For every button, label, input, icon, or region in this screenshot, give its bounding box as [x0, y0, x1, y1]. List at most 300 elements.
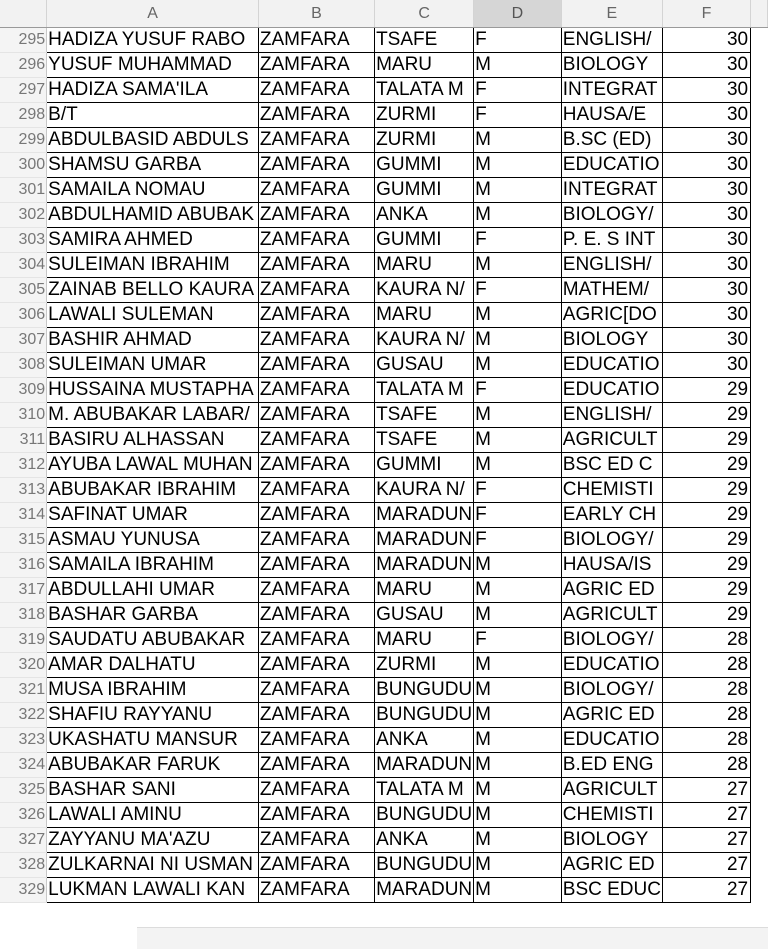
- cell-gender[interactable]: F: [474, 378, 562, 403]
- cell-score[interactable]: 28: [662, 703, 750, 728]
- cell-state[interactable]: ZAMFARA: [258, 403, 374, 428]
- cell-gender[interactable]: F: [474, 228, 562, 253]
- cell-state[interactable]: ZAMFARA: [258, 603, 374, 628]
- cell-state[interactable]: ZAMFARA: [258, 878, 374, 903]
- cell-empty[interactable]: [751, 153, 768, 178]
- row-number[interactable]: 320: [0, 653, 47, 678]
- cell-gender[interactable]: F: [474, 503, 562, 528]
- cell-score[interactable]: 28: [662, 678, 750, 703]
- cell-state[interactable]: ZAMFARA: [258, 278, 374, 303]
- cell-state[interactable]: ZAMFARA: [258, 503, 374, 528]
- cell-name[interactable]: HADIZA SAMA'ILA: [47, 78, 259, 103]
- cell-course[interactable]: EDUCATIO: [561, 353, 662, 378]
- row-number[interactable]: 317: [0, 578, 47, 603]
- row-number[interactable]: 308: [0, 353, 47, 378]
- cell-score[interactable]: 27: [662, 878, 750, 903]
- cell-course[interactable]: B.SC (ED): [561, 128, 662, 153]
- cell-lga[interactable]: MARADUN: [375, 553, 474, 578]
- cell-empty[interactable]: [751, 428, 768, 453]
- cell-lga[interactable]: MARU: [375, 628, 474, 653]
- cell-state[interactable]: ZAMFARA: [258, 303, 374, 328]
- cell-course[interactable]: EDUCATIO: [561, 728, 662, 753]
- cell-name[interactable]: HADIZA YUSUF RABO: [47, 28, 259, 53]
- row-number[interactable]: 311: [0, 428, 47, 453]
- cell-gender[interactable]: F: [474, 78, 562, 103]
- cell-empty[interactable]: [751, 328, 768, 353]
- cell-course[interactable]: AGRIC ED: [561, 853, 662, 878]
- table-row: [0, 28, 768, 53]
- cell-gender[interactable]: M: [474, 753, 562, 778]
- column-header-a[interactable]: A: [47, 0, 259, 28]
- cell-empty[interactable]: [751, 803, 768, 828]
- cell-state[interactable]: ZAMFARA: [258, 528, 374, 553]
- horizontal-scrollbar[interactable]: [137, 927, 768, 949]
- cell-empty[interactable]: [751, 28, 768, 53]
- cell-course[interactable]: CHEMISTI: [561, 803, 662, 828]
- cell-course[interactable]: ENGLISH/: [561, 28, 662, 53]
- cell-lga[interactable]: MARADUN: [375, 503, 474, 528]
- cell-gender[interactable]: M: [474, 428, 562, 453]
- cell-state[interactable]: ZAMFARA: [258, 78, 374, 103]
- cell-course[interactable]: AGRIC ED: [561, 703, 662, 728]
- cell-empty[interactable]: [751, 203, 768, 228]
- row-number[interactable]: 307: [0, 328, 47, 353]
- cell-empty[interactable]: [751, 403, 768, 428]
- cell-empty[interactable]: [751, 228, 768, 253]
- cell-name[interactable]: ABDULLAHI UMAR: [47, 578, 259, 603]
- cell-empty[interactable]: [751, 853, 768, 878]
- table-row: [0, 503, 768, 528]
- row-number[interactable]: 314: [0, 503, 47, 528]
- cell-name[interactable]: LAWALI AMINU: [47, 803, 259, 828]
- cell-course[interactable]: BIOLOGY/: [561, 203, 662, 228]
- cell-course[interactable]: AGRICULT: [561, 778, 662, 803]
- cell-gender[interactable]: M: [474, 253, 562, 278]
- cell-state[interactable]: ZAMFARA: [258, 828, 374, 853]
- cell-lga[interactable]: TALATA M: [375, 378, 474, 403]
- cell-name[interactable]: MUSA IBRAHIM: [47, 678, 259, 703]
- cell-gender[interactable]: M: [474, 578, 562, 603]
- cell-name[interactable]: YUSUF MUHAMMAD: [47, 53, 259, 78]
- cell-gender[interactable]: M: [474, 153, 562, 178]
- row-number[interactable]: 328: [0, 853, 47, 878]
- cell-empty[interactable]: [751, 253, 768, 278]
- cell-gender[interactable]: M: [474, 303, 562, 328]
- cell-name[interactable]: SAMAILA IBRAHIM: [47, 553, 259, 578]
- cell-lga[interactable]: GUMMI: [375, 228, 474, 253]
- cell-course[interactable]: ENGLISH/: [561, 253, 662, 278]
- cell-score[interactable]: 27: [662, 828, 750, 853]
- cell-lga[interactable]: TSAFE: [375, 28, 474, 53]
- table-row: [0, 328, 768, 353]
- cell-lga[interactable]: BUNGUDU: [375, 703, 474, 728]
- row-number[interactable]: 329: [0, 878, 47, 903]
- cell-course[interactable]: EARLY CH: [561, 503, 662, 528]
- cell-state[interactable]: ZAMFARA: [258, 753, 374, 778]
- cell-score[interactable]: 29: [662, 453, 750, 478]
- cell-course[interactable]: AGRIC[DO: [561, 303, 662, 328]
- cell-score[interactable]: 29: [662, 553, 750, 578]
- cell-gender[interactable]: M: [474, 553, 562, 578]
- cell-empty[interactable]: [751, 678, 768, 703]
- cell-course[interactable]: BIOLOGY: [561, 53, 662, 78]
- column-header-d[interactable]: D: [474, 0, 562, 28]
- row-number[interactable]: 326: [0, 803, 47, 828]
- cell-score[interactable]: 29: [662, 478, 750, 503]
- cell-state[interactable]: ZAMFARA: [258, 253, 374, 278]
- row-number[interactable]: 321: [0, 678, 47, 703]
- cell-score[interactable]: 30: [662, 103, 750, 128]
- cell-name[interactable]: SAFINAT UMAR: [47, 503, 259, 528]
- cell-course[interactable]: EDUCATIO: [561, 653, 662, 678]
- table-row: [0, 553, 768, 578]
- row-number[interactable]: 295: [0, 28, 47, 53]
- cell-name[interactable]: ZAINAB BELLO KAURA: [47, 278, 259, 303]
- cell-state[interactable]: ZAMFARA: [258, 378, 374, 403]
- cell-course[interactable]: CHEMISTI: [561, 478, 662, 503]
- column-header-g-partial[interactable]: [751, 0, 768, 28]
- select-all-corner[interactable]: [0, 0, 47, 28]
- cell-empty[interactable]: [751, 653, 768, 678]
- cell-name[interactable]: SHAFIU RAYYANU: [47, 703, 259, 728]
- cell-course[interactable]: B.ED ENG: [561, 753, 662, 778]
- cell-empty[interactable]: [751, 578, 768, 603]
- cell-state[interactable]: ZAMFARA: [258, 178, 374, 203]
- cell-course[interactable]: AGRIC ED: [561, 578, 662, 603]
- row-number[interactable]: 327: [0, 828, 47, 853]
- cell-course[interactable]: INTEGRAT: [561, 78, 662, 103]
- column-header-b[interactable]: B: [258, 0, 374, 28]
- cell-name[interactable]: ZAYYANU MA'AZU: [47, 828, 259, 853]
- row-number[interactable]: 304: [0, 253, 47, 278]
- cell-gender[interactable]: M: [474, 403, 562, 428]
- cell-lga[interactable]: MARADUN: [375, 753, 474, 778]
- column-header-f[interactable]: F: [662, 0, 750, 28]
- cell-score[interactable]: 28: [662, 628, 750, 653]
- cell-name[interactable]: ABUBAKAR IBRAHIM: [47, 478, 259, 503]
- row-number[interactable]: 306: [0, 303, 47, 328]
- cell-lga[interactable]: MARADUN: [375, 878, 474, 903]
- cell-course[interactable]: BIOLOGY: [561, 328, 662, 353]
- cell-course[interactable]: BIOLOGY/: [561, 528, 662, 553]
- cell-score[interactable]: 30: [662, 153, 750, 178]
- cell-score[interactable]: 28: [662, 653, 750, 678]
- cell-course[interactable]: AGRICULT: [561, 603, 662, 628]
- cell-course[interactable]: BIOLOGY/: [561, 628, 662, 653]
- cell-lga[interactable]: TSAFE: [375, 428, 474, 453]
- cell-state[interactable]: ZAMFARA: [258, 703, 374, 728]
- cell-empty[interactable]: [751, 753, 768, 778]
- table-row: [0, 778, 768, 803]
- cell-course[interactable]: ENGLISH/: [561, 403, 662, 428]
- cell-course[interactable]: BSC EDUC: [561, 878, 662, 903]
- cell-score[interactable]: 27: [662, 803, 750, 828]
- row-number[interactable]: 297: [0, 78, 47, 103]
- cell-score[interactable]: 30: [662, 178, 750, 203]
- cell-gender[interactable]: F: [474, 528, 562, 553]
- row-number[interactable]: 301: [0, 178, 47, 203]
- cell-name[interactable]: AMAR DALHATU: [47, 653, 259, 678]
- cell-gender[interactable]: M: [474, 728, 562, 753]
- cell-lga[interactable]: MARU: [375, 578, 474, 603]
- cell-state[interactable]: ZAMFARA: [258, 153, 374, 178]
- cell-state[interactable]: ZAMFARA: [258, 103, 374, 128]
- cell-state[interactable]: ZAMFARA: [258, 353, 374, 378]
- cell-course[interactable]: EDUCATIO: [561, 153, 662, 178]
- cell-name[interactable]: LUKMAN LAWALI KAN: [47, 878, 259, 903]
- cell-name[interactable]: ASMAU YUNUSA: [47, 528, 259, 553]
- table-row: [0, 128, 768, 153]
- cell-name[interactable]: SHAMSU GARBA: [47, 153, 259, 178]
- row-number[interactable]: 299: [0, 128, 47, 153]
- cell-empty[interactable]: [751, 503, 768, 528]
- cell-score[interactable]: 30: [662, 328, 750, 353]
- table-row: [0, 828, 768, 853]
- cell-state[interactable]: ZAMFARA: [258, 803, 374, 828]
- cell-name[interactable]: UKASHATU MANSUR: [47, 728, 259, 753]
- row-number[interactable]: 324: [0, 753, 47, 778]
- column-header-c[interactable]: C: [375, 0, 474, 28]
- table-row: [0, 353, 768, 378]
- cell-gender[interactable]: M: [474, 453, 562, 478]
- cell-course[interactable]: BIOLOGY/: [561, 678, 662, 703]
- column-header-e[interactable]: E: [561, 0, 662, 28]
- cell-gender[interactable]: M: [474, 803, 562, 828]
- cell-lga[interactable]: ANKA: [375, 728, 474, 753]
- cell-course[interactable]: BIOLOGY: [561, 828, 662, 853]
- cell-name[interactable]: M. ABUBAKAR LABAR/: [47, 403, 259, 428]
- cell-name[interactable]: AYUBA LAWAL MUHAN: [47, 453, 259, 478]
- cell-score[interactable]: 30: [662, 228, 750, 253]
- cell-course[interactable]: BSC ED C: [561, 453, 662, 478]
- cell-state[interactable]: ZAMFARA: [258, 228, 374, 253]
- cell-name[interactable]: B/T: [47, 103, 259, 128]
- table-row: [0, 403, 768, 428]
- cell-empty[interactable]: [751, 553, 768, 578]
- row-number[interactable]: 318: [0, 603, 47, 628]
- row-number[interactable]: 300: [0, 153, 47, 178]
- cell-course[interactable]: HAUSA/E: [561, 103, 662, 128]
- cell-gender[interactable]: M: [474, 353, 562, 378]
- cell-gender[interactable]: M: [474, 853, 562, 878]
- row-number[interactable]: 310: [0, 403, 47, 428]
- cell-gender[interactable]: M: [474, 128, 562, 153]
- cell-score[interactable]: 28: [662, 753, 750, 778]
- cell-state[interactable]: ZAMFARA: [258, 628, 374, 653]
- cell-score[interactable]: 29: [662, 403, 750, 428]
- cell-name[interactable]: ZULKARNAI NI USMAN: [47, 853, 259, 878]
- cell-score[interactable]: 27: [662, 778, 750, 803]
- cell-state[interactable]: ZAMFARA: [258, 728, 374, 753]
- cell-name[interactable]: SAUDATU ABUBAKAR: [47, 628, 259, 653]
- cell-state[interactable]: ZAMFARA: [258, 28, 374, 53]
- cell-lga[interactable]: GUMMI: [375, 153, 474, 178]
- row-number[interactable]: 298: [0, 103, 47, 128]
- cell-score[interactable]: 30: [662, 303, 750, 328]
- cell-lga[interactable]: MARADUN: [375, 528, 474, 553]
- cell-empty[interactable]: [751, 278, 768, 303]
- table-row: [0, 378, 768, 403]
- cell-course[interactable]: AGRICULT: [561, 428, 662, 453]
- cell-name[interactable]: SULEIMAN UMAR: [47, 353, 259, 378]
- cell-gender[interactable]: M: [474, 878, 562, 903]
- cell-score[interactable]: 30: [662, 278, 750, 303]
- cell-name[interactable]: SULEIMAN IBRAHIM: [47, 253, 259, 278]
- cell-state[interactable]: ZAMFARA: [258, 653, 374, 678]
- row-number[interactable]: 313: [0, 478, 47, 503]
- cell-score[interactable]: 28: [662, 728, 750, 753]
- cell-lga[interactable]: ANKA: [375, 203, 474, 228]
- cell-score[interactable]: 30: [662, 253, 750, 278]
- cell-course[interactable]: INTEGRAT: [561, 178, 662, 203]
- cell-score[interactable]: 27: [662, 853, 750, 878]
- cell-lga[interactable]: MARU: [375, 253, 474, 278]
- cell-gender[interactable]: F: [474, 278, 562, 303]
- cell-course[interactable]: P. E. S INT: [561, 228, 662, 253]
- cell-lga[interactable]: BUNGUDU: [375, 853, 474, 878]
- cell-state[interactable]: ZAMFARA: [258, 203, 374, 228]
- cell-state[interactable]: ZAMFARA: [258, 578, 374, 603]
- cell-empty[interactable]: [751, 78, 768, 103]
- cell-course[interactable]: HAUSA/IS: [561, 553, 662, 578]
- cell-state[interactable]: ZAMFARA: [258, 328, 374, 353]
- cell-score[interactable]: 29: [662, 528, 750, 553]
- cell-lga[interactable]: MARU: [375, 303, 474, 328]
- row-number[interactable]: 312: [0, 453, 47, 478]
- cell-empty[interactable]: [751, 353, 768, 378]
- cell-course[interactable]: MATHEM/: [561, 278, 662, 303]
- cell-state[interactable]: ZAMFARA: [258, 853, 374, 878]
- row-number[interactable]: 316: [0, 553, 47, 578]
- row-number[interactable]: 325: [0, 778, 47, 803]
- cell-name[interactable]: SAMAILA NOMAU: [47, 178, 259, 203]
- cell-gender[interactable]: M: [474, 203, 562, 228]
- cell-gender[interactable]: M: [474, 703, 562, 728]
- cell-name[interactable]: ABUBAKAR FARUK: [47, 753, 259, 778]
- cell-score[interactable]: 30: [662, 53, 750, 78]
- cell-empty[interactable]: [751, 453, 768, 478]
- cell-lga[interactable]: GUSAU: [375, 353, 474, 378]
- cell-empty[interactable]: [751, 103, 768, 128]
- cell-empty[interactable]: [751, 528, 768, 553]
- cell-empty[interactable]: [751, 628, 768, 653]
- cell-state[interactable]: ZAMFARA: [258, 778, 374, 803]
- cell-gender[interactable]: M: [474, 53, 562, 78]
- cell-state[interactable]: ZAMFARA: [258, 553, 374, 578]
- cell-gender[interactable]: M: [474, 653, 562, 678]
- cell-state[interactable]: ZAMFARA: [258, 453, 374, 478]
- row-number[interactable]: 323: [0, 728, 47, 753]
- row-number[interactable]: 305: [0, 278, 47, 303]
- cell-lga[interactable]: ZURMI: [375, 653, 474, 678]
- cell-empty[interactable]: [751, 53, 768, 78]
- cell-name[interactable]: BASHIR AHMAD: [47, 328, 259, 353]
- row-number[interactable]: 315: [0, 528, 47, 553]
- cell-name[interactable]: BASHAR GARBA: [47, 603, 259, 628]
- cell-lga[interactable]: BUNGUDU: [375, 803, 474, 828]
- cell-empty[interactable]: [751, 128, 768, 153]
- cell-name[interactable]: LAWALI SULEMAN: [47, 303, 259, 328]
- cell-name[interactable]: BASHAR SANI: [47, 778, 259, 803]
- cell-lga[interactable]: MARU: [375, 53, 474, 78]
- cell-gender[interactable]: F: [474, 28, 562, 53]
- cell-empty[interactable]: [751, 778, 768, 803]
- cell-lga[interactable]: ZURMI: [375, 128, 474, 153]
- cell-lga[interactable]: GUMMI: [375, 178, 474, 203]
- cell-empty[interactable]: [751, 828, 768, 853]
- cell-lga[interactable]: KAURA N/: [375, 278, 474, 303]
- cell-gender[interactable]: M: [474, 603, 562, 628]
- cell-empty[interactable]: [751, 378, 768, 403]
- cell-gender[interactable]: M: [474, 778, 562, 803]
- cell-score[interactable]: 30: [662, 128, 750, 153]
- cell-gender[interactable]: M: [474, 328, 562, 353]
- cell-lga[interactable]: TSAFE: [375, 403, 474, 428]
- cell-empty[interactable]: [751, 878, 768, 903]
- cell-empty[interactable]: [751, 303, 768, 328]
- table-row: [0, 203, 768, 228]
- cell-name[interactable]: HUSSAINA MUSTAPHA: [47, 378, 259, 403]
- cell-gender[interactable]: F: [474, 103, 562, 128]
- row-number[interactable]: 303: [0, 228, 47, 253]
- cell-score[interactable]: 30: [662, 353, 750, 378]
- cell-lga[interactable]: GUMMI: [375, 453, 474, 478]
- cell-lga[interactable]: KAURA N/: [375, 478, 474, 503]
- cell-score[interactable]: 29: [662, 578, 750, 603]
- cell-lga[interactable]: TALATA M: [375, 78, 474, 103]
- cell-state[interactable]: ZAMFARA: [258, 128, 374, 153]
- cell-state[interactable]: ZAMFARA: [258, 428, 374, 453]
- cell-empty[interactable]: [751, 478, 768, 503]
- cell-lga[interactable]: KAURA N/: [375, 328, 474, 353]
- cell-name[interactable]: ABDULHAMID ABUBAK: [47, 203, 259, 228]
- cell-gender[interactable]: M: [474, 678, 562, 703]
- cell-empty[interactable]: [751, 178, 768, 203]
- cell-gender[interactable]: M: [474, 828, 562, 853]
- cell-score[interactable]: 29: [662, 503, 750, 528]
- cell-state[interactable]: ZAMFARA: [258, 678, 374, 703]
- cell-lga[interactable]: ANKA: [375, 828, 474, 853]
- cell-score[interactable]: 30: [662, 78, 750, 103]
- row-number[interactable]: 309: [0, 378, 47, 403]
- cell-lga[interactable]: TALATA M: [375, 778, 474, 803]
- cell-empty[interactable]: [751, 703, 768, 728]
- cell-state[interactable]: ZAMFARA: [258, 478, 374, 503]
- cell-name[interactable]: SAMIRA AHMED: [47, 228, 259, 253]
- cell-score[interactable]: 29: [662, 428, 750, 453]
- row-number[interactable]: 296: [0, 53, 47, 78]
- cell-lga[interactable]: ZURMI: [375, 103, 474, 128]
- cell-name[interactable]: ABDULBASID ABDULS: [47, 128, 259, 153]
- cell-name[interactable]: BASIRU ALHASSAN: [47, 428, 259, 453]
- row-number[interactable]: 322: [0, 703, 47, 728]
- cell-gender[interactable]: F: [474, 478, 562, 503]
- row-number[interactable]: 302: [0, 203, 47, 228]
- cell-empty[interactable]: [751, 728, 768, 753]
- cell-score[interactable]: 30: [662, 28, 750, 53]
- cell-lga[interactable]: GUSAU: [375, 603, 474, 628]
- cell-lga[interactable]: BUNGUDU: [375, 678, 474, 703]
- cell-gender[interactable]: M: [474, 178, 562, 203]
- row-number[interactable]: 319: [0, 628, 47, 653]
- cell-score[interactable]: 29: [662, 603, 750, 628]
- cell-empty[interactable]: [751, 603, 768, 628]
- cell-state[interactable]: ZAMFARA: [258, 53, 374, 78]
- cell-gender[interactable]: F: [474, 628, 562, 653]
- cell-score[interactable]: 30: [662, 203, 750, 228]
- cell-score[interactable]: 29: [662, 378, 750, 403]
- cell-course[interactable]: EDUCATIO: [561, 378, 662, 403]
